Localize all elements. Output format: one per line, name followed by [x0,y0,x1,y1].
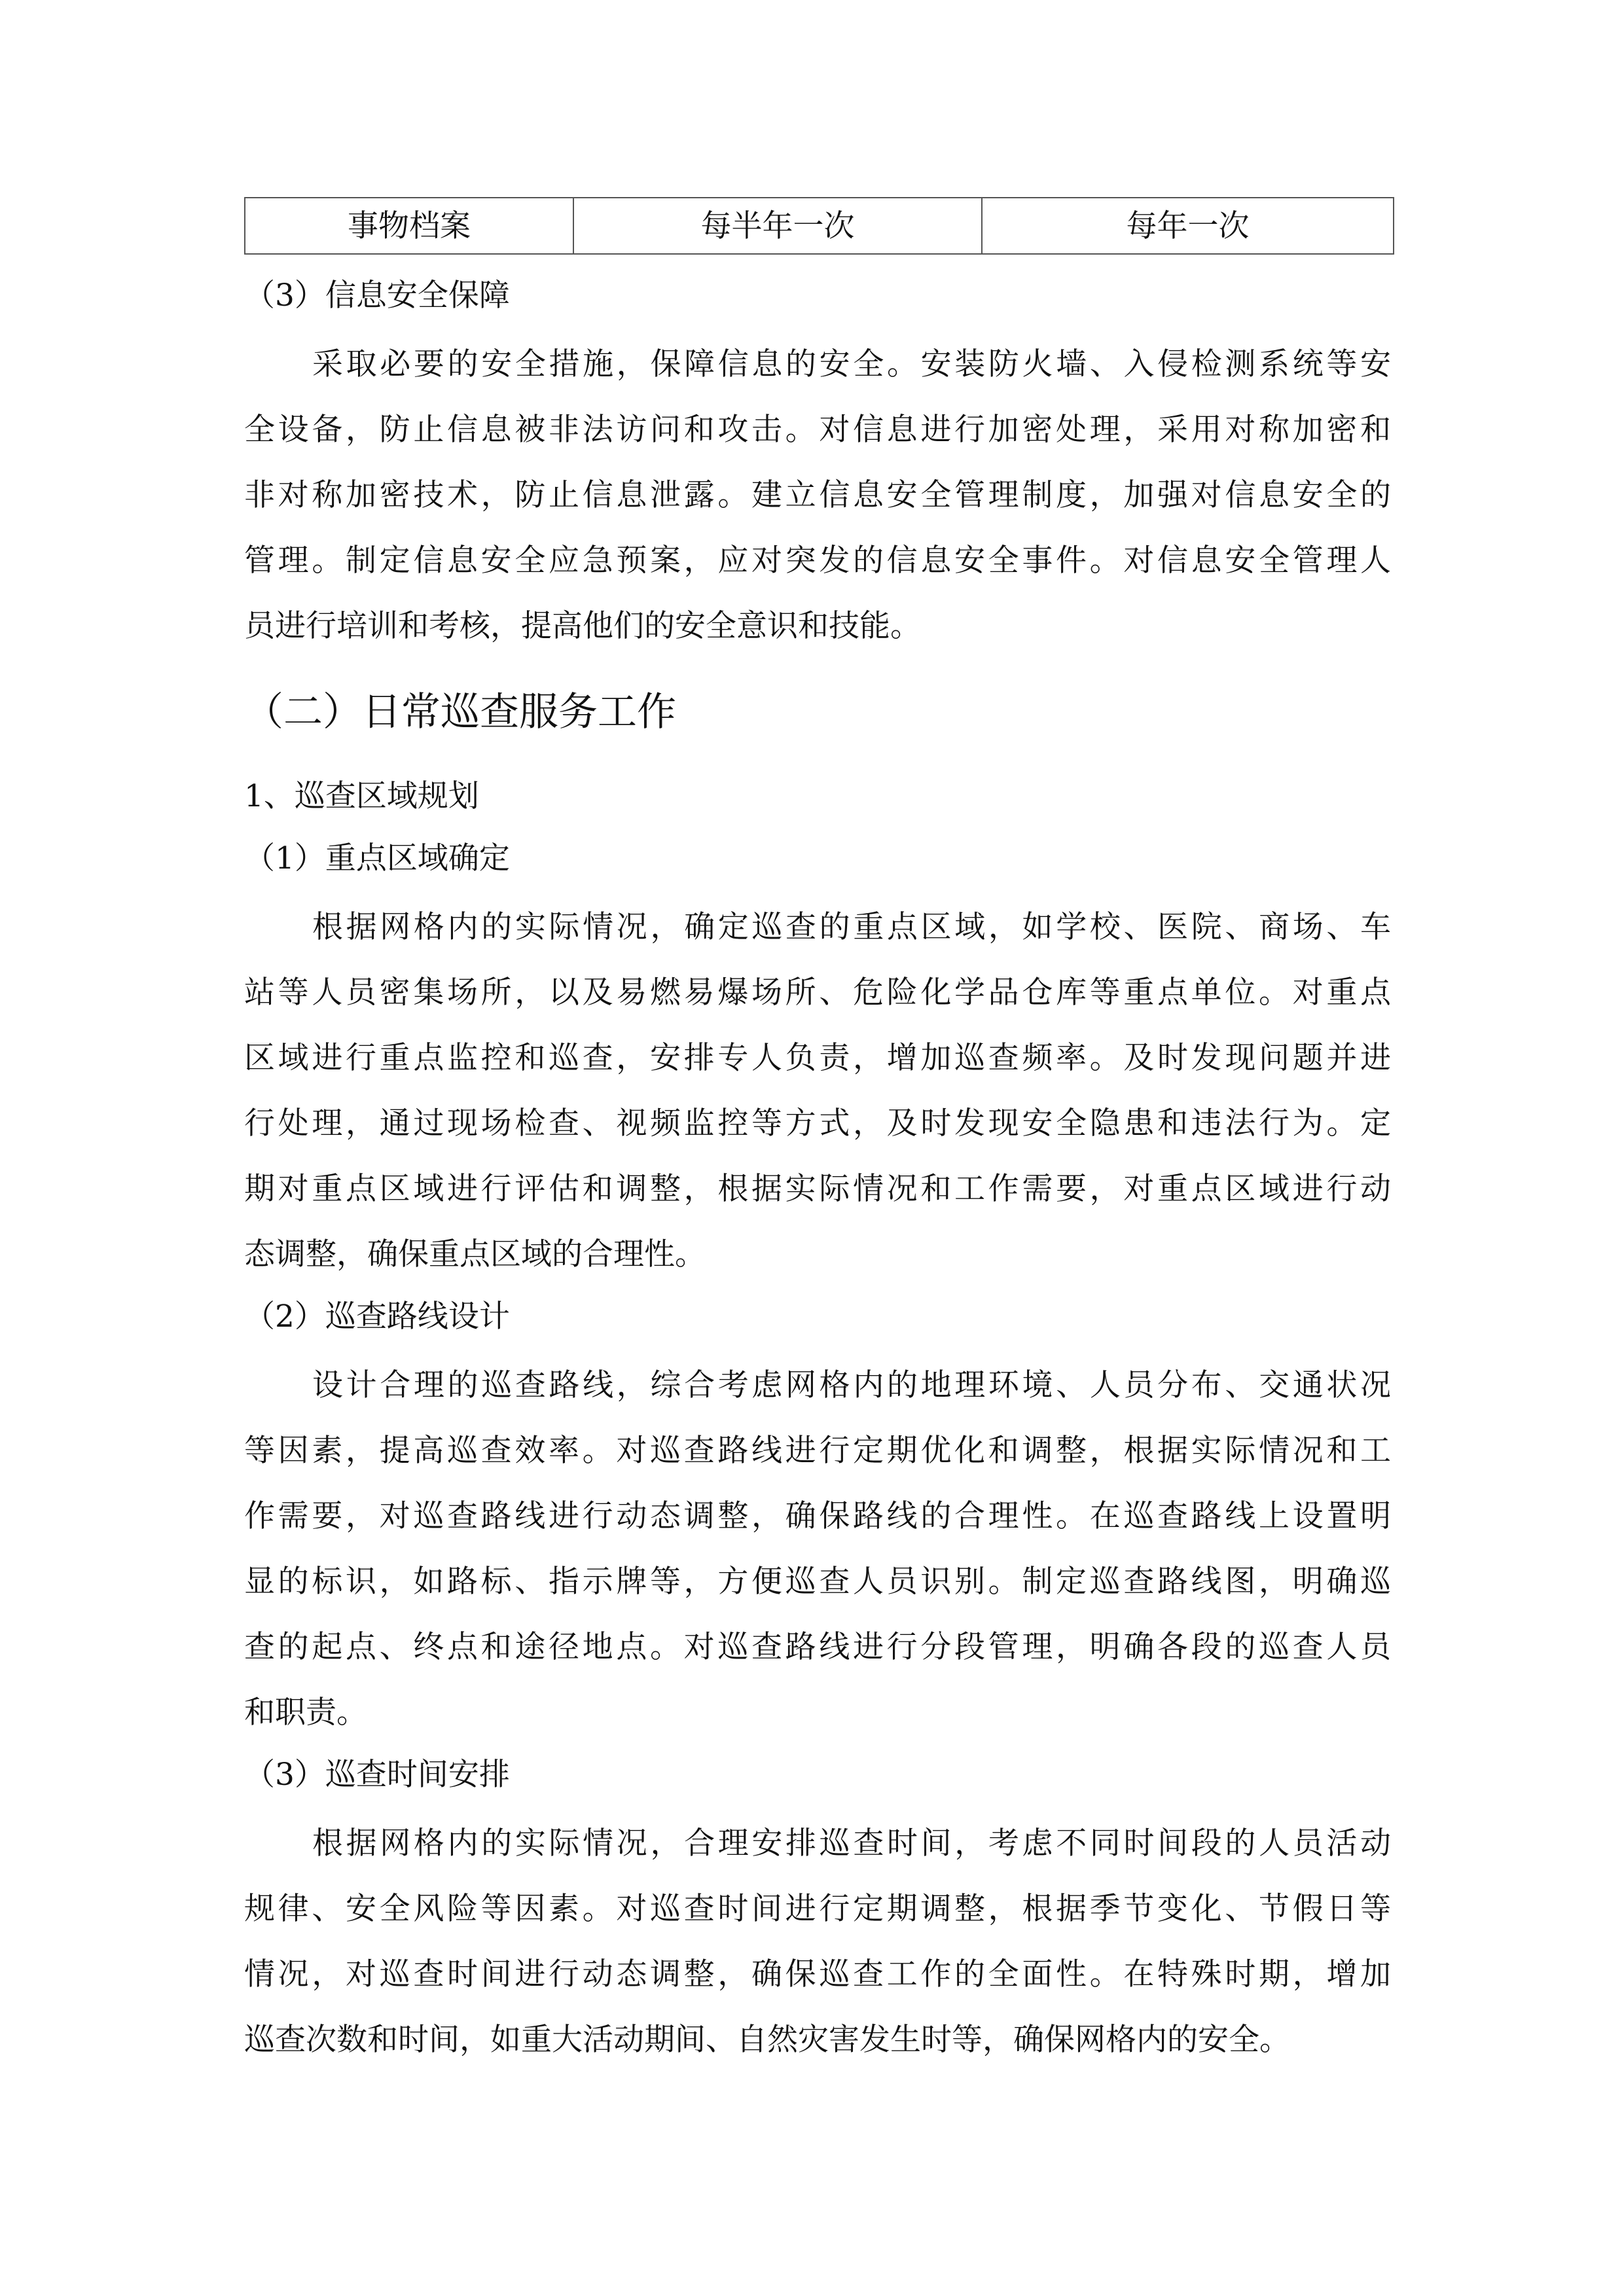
paragraph-line: 情况，对巡查时间进行动态调整，确保巡查工作的全面性。在特殊时期，增加 [244,1956,1391,1992]
archive-frequency-table [244,197,1394,255]
item-title: （1）重点区域确定 [244,840,510,876]
paragraph-line: 查的起点、终点和途径地点。对巡查路线进行分段管理，明确各段的巡查人员 [244,1629,1391,1665]
paragraph-line: 管理。制定信息安全应急预案，应对突发的信息安全事件。对信息安全管理人 [244,543,1391,579]
table-row [245,198,1394,254]
paragraph-line: 区域进行重点监控和巡查，安排专人负责，增加巡查频率。及时发现问题并进 [244,1040,1391,1076]
paragraph-line: 全设备，防止信息被非法访问和攻击。对信息进行加密处理，采用对称加密和 [244,412,1391,448]
paragraph-line: 作需要，对巡查路线进行动态调整，确保路线的合理性。在巡查路线上设置明 [244,1498,1391,1534]
paragraph-line: 期对重点区域进行评估和调整，根据实际情况和工作需要，对重点区域进行动 [244,1171,1391,1207]
paragraph-line: 规律、安全风险等因素。对巡查时间进行定期调整，根据季节变化、节假日等 [244,1891,1391,1927]
table-cell: 每年一次 [982,198,1394,254]
paragraph-line: 采取必要的安全措施，保障信息的安全。安装防火墙、入侵检测系统等安 [312,346,1391,382]
table-cell: 事物档案 [245,198,573,254]
paragraph-line: 站等人员密集场所，以及易燃易爆场所、危险化学品仓库等重点单位。对重点 [244,975,1391,1011]
paragraph-line: 巡查次数和时间，如重大活动期间、自然灾害发生时等，确保网格内的安全。 [244,2022,1290,2058]
paragraph-line: 显的标识，如路标、指示牌等，方便巡查人员识别。制定巡查路线图，明确巡 [244,1564,1391,1600]
paragraph-line: 行处理，通过现场检查、视频监控等方式，及时发现安全隐患和违法行为。定 [244,1105,1391,1141]
paragraph-line: 根据网格内的实际情况，确定巡查的重点区域，如学校、医院、商场、车 [312,909,1391,945]
paragraph-line: 和职责。 [244,1695,367,1731]
item-title: （3）巡查时间安排 [244,1757,510,1793]
paragraph-line: 设计合理的巡查路线，综合考虑网格内的地理环境、人员分布、交通状况 [312,1367,1391,1403]
paragraph-line: 态调整，确保重点区域的合理性。 [244,1236,706,1272]
item-title: （2）巡查路线设计 [244,1299,510,1335]
table-cell: 每半年一次 [573,198,982,254]
paragraph-line: 根据网格内的实际情况，合理安排巡查时间，考虑不同时间段的人员活动 [312,1825,1391,1861]
sub-heading: 1、巡查区域规划 [244,778,479,814]
paragraph-line: 等因素，提高巡查效率。对巡查路线进行定期优化和调整，根据实际情况和工 [244,1433,1391,1469]
section-heading: （二）日常巡查服务工作 [244,689,676,735]
paragraph-line: 非对称加密技术，防止信息泄露。建立信息安全管理制度，加强对信息安全的 [244,477,1391,513]
paragraph-line: 员进行培训和考核，提高他们的安全意识和技能。 [244,608,921,644]
section-title: （3）信息安全保障 [244,278,510,314]
